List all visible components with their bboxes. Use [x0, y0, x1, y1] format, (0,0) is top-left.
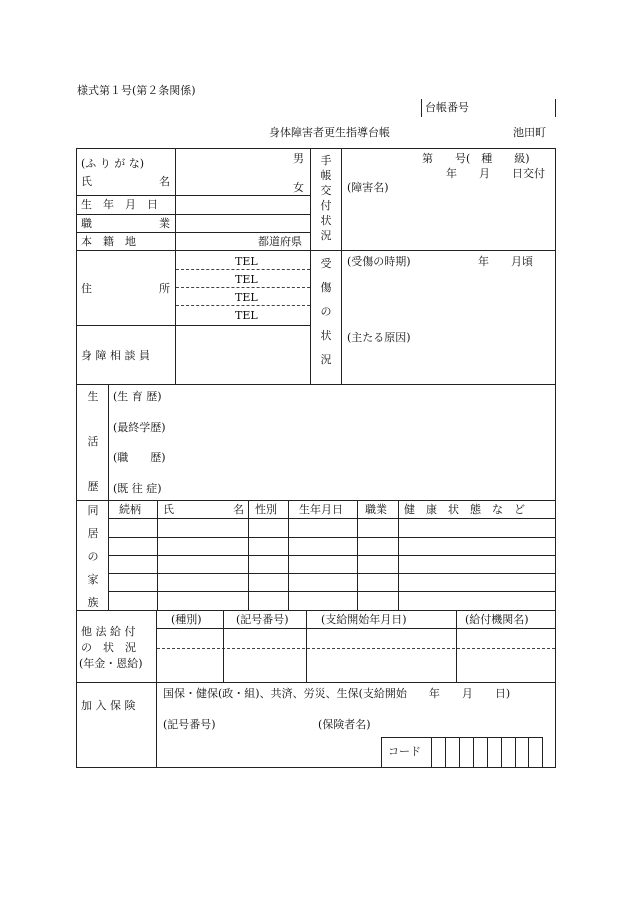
row-line-address-top — [76, 250, 556, 251]
benefits-header-agency: (給付機関名) — [465, 613, 529, 626]
dob-label: 生 年 月 日 — [81, 198, 158, 211]
code-cell-divider-6 — [515, 737, 516, 767]
frame-bottom — [76, 767, 556, 768]
benefits-dash-row — [157, 648, 555, 649]
code-label: コード — [388, 745, 421, 758]
domicile-label: 本 籍 地 — [81, 235, 136, 248]
insurance-symbol-no-label: (記号番号) — [163, 718, 216, 731]
benefits-label-1: 他 法 給 付 — [81, 625, 136, 638]
code-cell-divider-4 — [487, 737, 488, 767]
row-line-domicile-top — [76, 232, 311, 233]
form-number: 様式第１号(第２条関係) — [77, 84, 196, 97]
ledger-no-right-rule — [555, 99, 556, 117]
benefits-col-4 — [456, 610, 457, 682]
family-header-name-right: 名 — [233, 503, 244, 516]
handbook-issue-date: 年 月 日交付 — [446, 167, 545, 180]
code-cell-divider-7 — [528, 737, 529, 767]
frame-top — [76, 148, 556, 149]
occupation-label-right: 業 — [159, 217, 170, 230]
family-header-sex: 性別 — [255, 503, 277, 516]
benefits-col-3 — [306, 610, 307, 682]
vertical-label-divider — [341, 148, 342, 384]
family-row-line-2 — [108, 555, 556, 556]
family-header-health: 健 康 状 態 な ど — [404, 503, 525, 516]
frame-left — [76, 148, 77, 768]
family-col-occupation — [357, 500, 358, 611]
family-header-occupation: 職業 — [365, 503, 387, 516]
family-col-dob — [288, 500, 289, 611]
row-line-counselor-top — [76, 325, 311, 326]
benefits-header-start-date: (支給開始年月日) — [321, 613, 407, 626]
family-col-name — [157, 500, 158, 611]
benefits-label-2: の 状 況 — [81, 641, 136, 654]
benefits-label-3: (年金・恩給) — [79, 657, 143, 670]
tel-label-2: TEL — [235, 273, 258, 286]
basic-label-divider — [175, 148, 176, 384]
life-history-label-divider — [108, 384, 109, 611]
family-header-name-left: 氏 — [163, 503, 174, 516]
benefits-top — [76, 610, 556, 611]
occupation-label-left: 職 — [81, 217, 92, 230]
insurance-label: 加 入 保 険 — [81, 699, 136, 712]
handbook-status-label: 手 帳 交 付 状 況 — [320, 154, 332, 242]
frame-right — [555, 148, 556, 768]
name-label-left: 氏 — [81, 175, 92, 188]
family-header-dob: 生年月日 — [299, 503, 343, 516]
insurance-top — [76, 682, 556, 683]
life-history-upbringing: (生 育 歴) — [113, 390, 162, 403]
injury-time-label: (受傷の時期) — [347, 255, 411, 268]
benefits-header-symbol: (記号番号) — [236, 613, 289, 626]
tel-label-1: TEL — [235, 255, 258, 268]
counselor-label: 身 障 相 談 員 — [81, 349, 150, 362]
injury-status-label: 受 傷 の 状 況 — [320, 257, 332, 366]
basic-right-divider — [310, 148, 311, 384]
address-dash-2 — [176, 287, 310, 288]
row-line-occupation-top — [76, 214, 311, 215]
address-dash-1 — [176, 269, 310, 270]
injury-time-value: 年 月頃 — [478, 255, 533, 268]
life-history-top — [76, 384, 556, 385]
family-col-sex — [248, 500, 249, 611]
town-name: 池田町 — [513, 126, 546, 139]
code-cell-divider-1 — [445, 737, 446, 767]
insurance-types: 国保・健保(政・組)、共済、労災、生保(支給開始 年 月 日) — [163, 687, 511, 700]
family-row-line-3 — [108, 573, 556, 574]
sex-male: 男 — [293, 152, 304, 165]
life-history-career: (職 歴) — [113, 451, 166, 464]
code-box-left — [381, 737, 382, 767]
code-cell-divider-3 — [473, 737, 474, 767]
family-row-line-1 — [108, 537, 556, 538]
ledger-no-label: 台帳番号 — [425, 101, 469, 114]
name-label-right: 名 — [159, 175, 170, 188]
family-row-line-4 — [108, 591, 556, 592]
address-label-left: 住 — [81, 282, 92, 295]
code-cell-divider-5 — [501, 737, 502, 767]
code-box-top — [381, 737, 542, 738]
lower-label-divider — [156, 610, 157, 768]
furigana-label: (ふ り が な) — [81, 157, 145, 170]
ledger-no-left-rule — [421, 99, 422, 117]
family-header-relation: 続柄 — [119, 503, 141, 516]
life-history-past-illness: (既 往 症) — [113, 482, 162, 495]
form-title: 身体障害者更生指導台帳 — [269, 126, 390, 139]
sex-female: 女 — [293, 181, 304, 194]
benefits-header-type: (種別) — [171, 613, 202, 626]
disability-name-label: (障害名) — [347, 181, 389, 194]
family-col-health — [398, 500, 399, 611]
injury-cause-label: (主たる原因) — [347, 331, 411, 344]
address-label-right: 所 — [159, 282, 170, 295]
family-top — [76, 500, 556, 501]
code-cell-divider-2 — [459, 737, 460, 767]
benefits-col-2 — [223, 610, 224, 682]
prefecture-label: 都道府県 — [258, 235, 302, 248]
family-label: 同 居 の 家 族 — [87, 504, 99, 609]
code-box-right — [542, 737, 543, 767]
life-history-label: 生 活 歴 — [87, 390, 99, 493]
family-header-bottom — [108, 518, 556, 519]
address-dash-3 — [176, 305, 310, 306]
life-history-education: (最終学歴) — [113, 421, 166, 434]
code-box-label-divider — [431, 737, 432, 767]
row-line-dob-top — [76, 195, 311, 196]
handbook-number-line: 第 号( 種 級) — [422, 152, 530, 165]
tel-label-4: TEL — [235, 309, 258, 322]
insurance-insurer-label: (保険者名) — [318, 718, 371, 731]
tel-label-3: TEL — [235, 291, 258, 304]
benefits-header-bottom — [156, 628, 556, 629]
